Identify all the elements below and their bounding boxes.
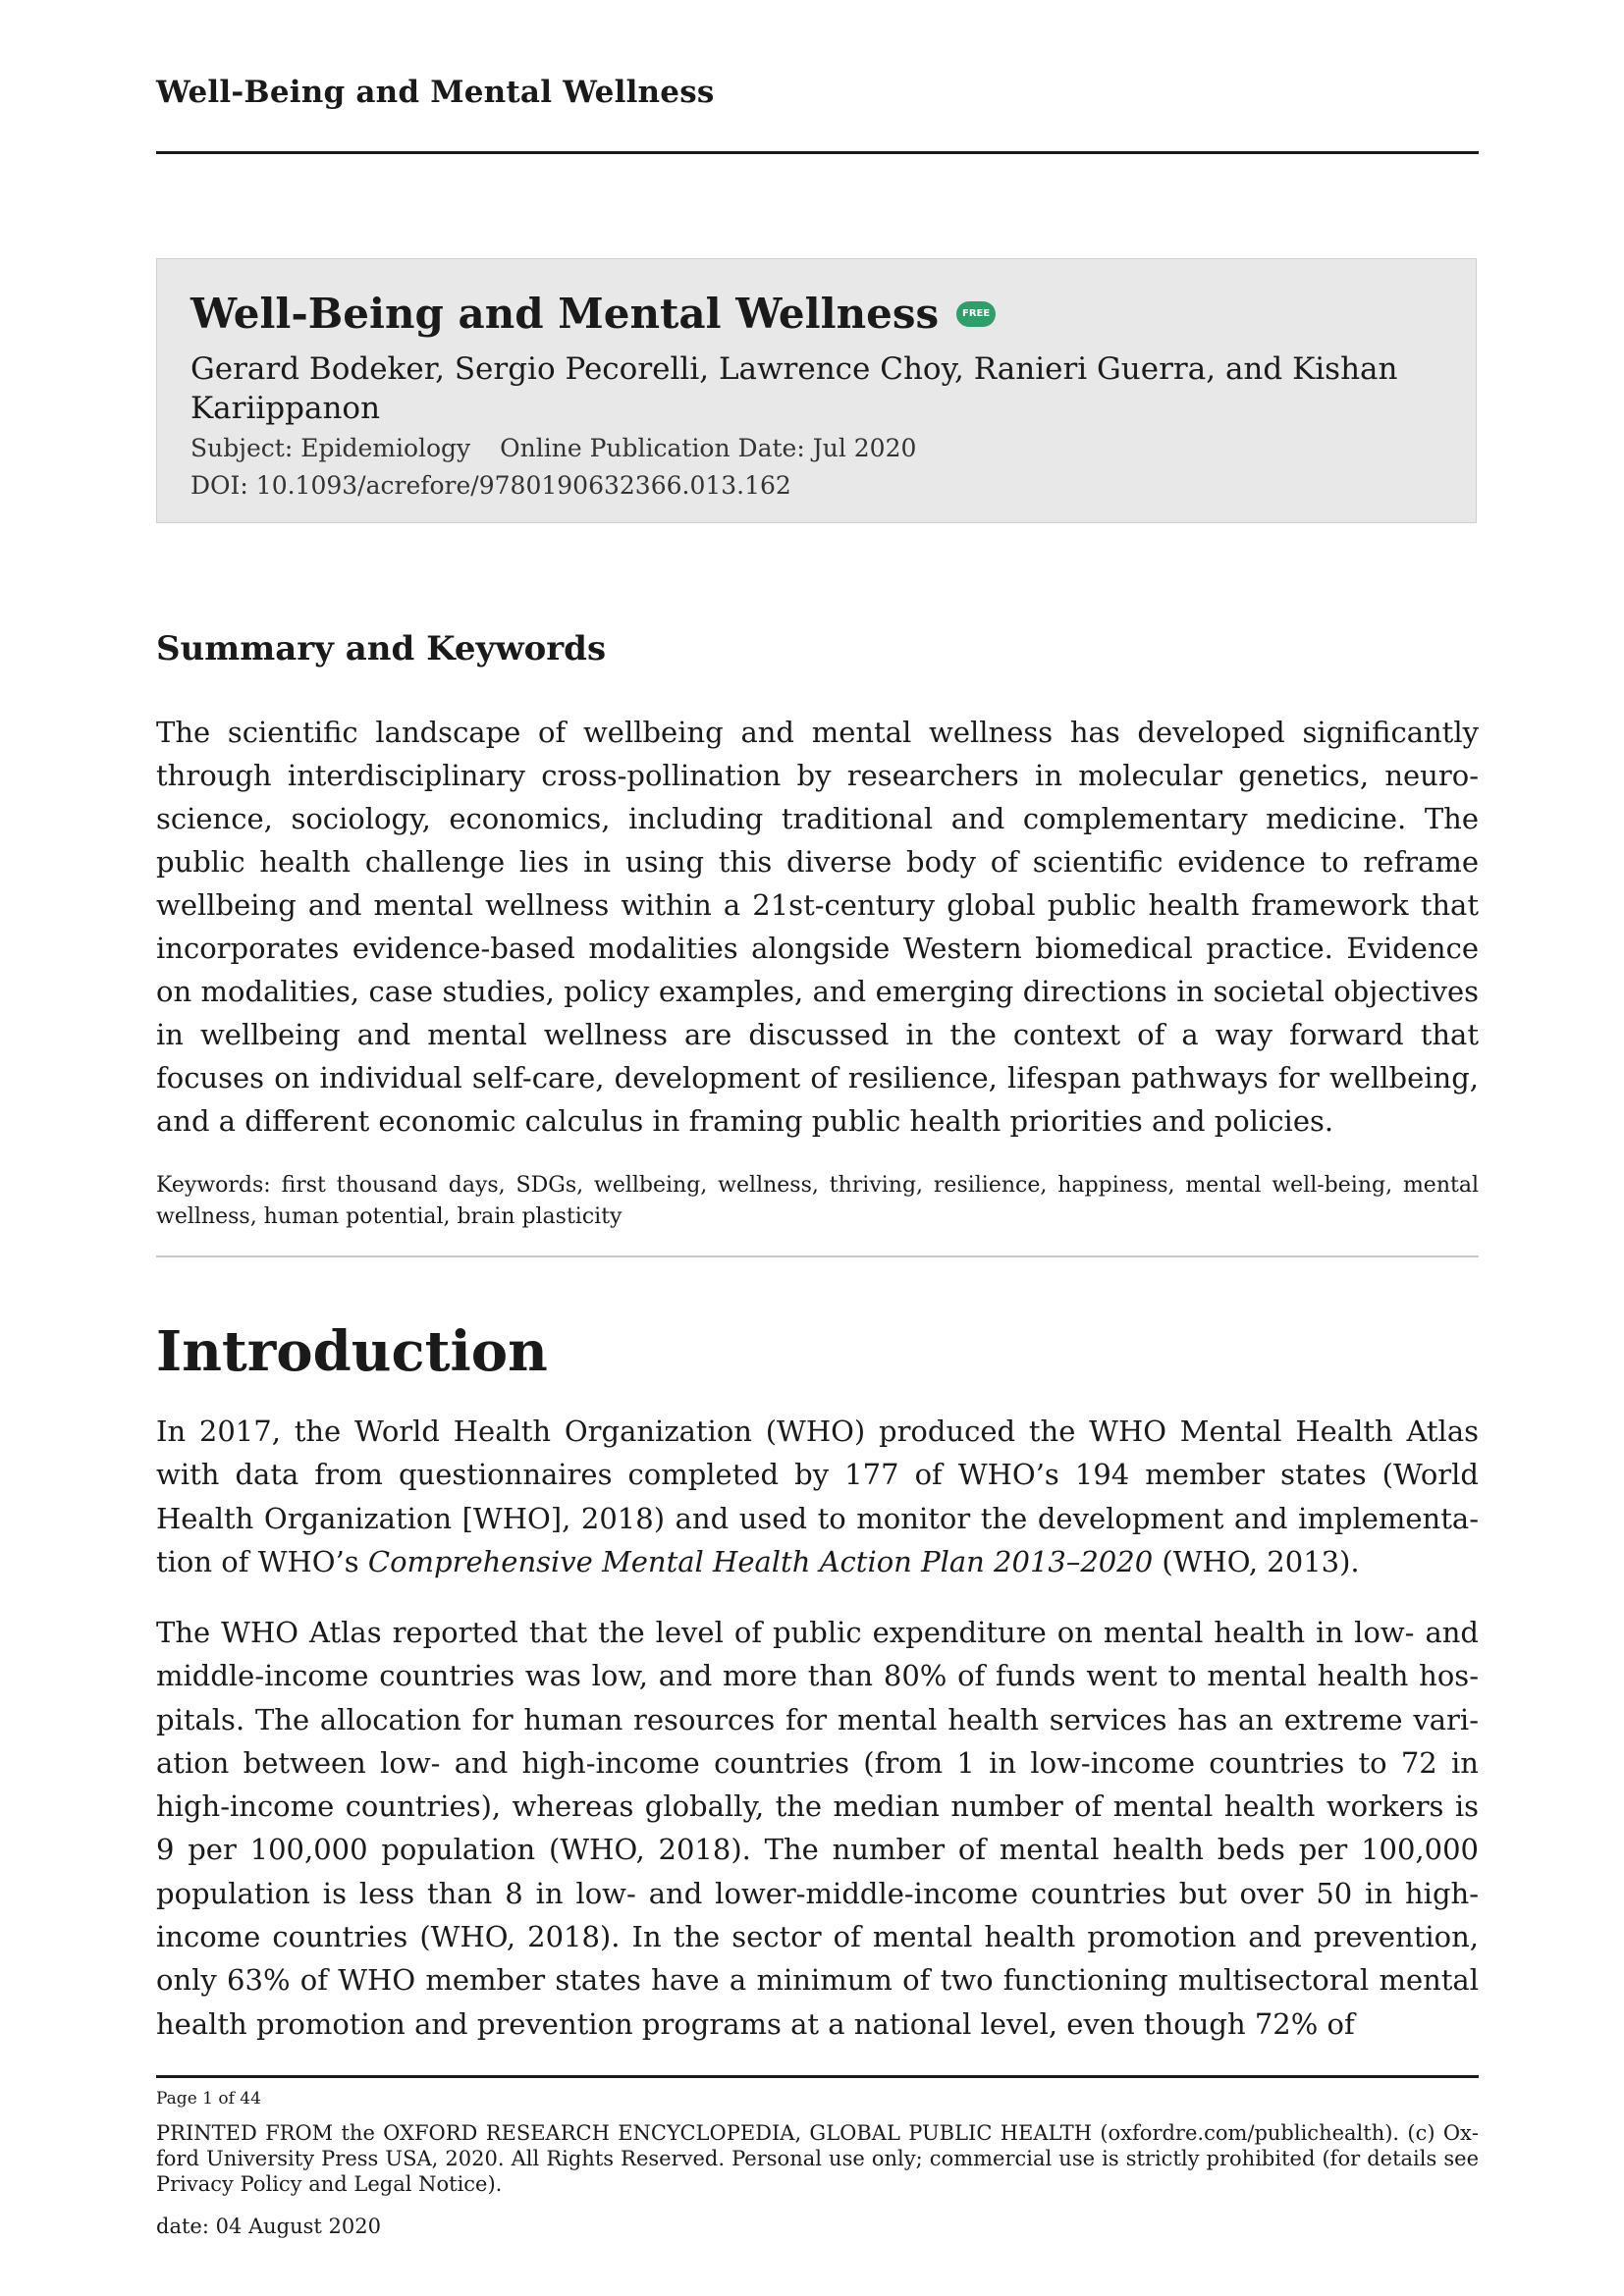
keywords <box>156 1170 1479 1233</box>
keywords-label: Keywords: <box>156 1173 271 1198</box>
intro-paragraph-1-text-b: (WHO, 2013). <box>1153 1544 1360 1578</box>
doi-line <box>190 469 1442 503</box>
doi-value: 10.1093/acrefore/9780190632366.013.162 <box>255 471 791 500</box>
printed-from-notice: PRINTED FROM the OXFORD RESEARCH ENCYCLOPEDIA, GLOBAL PUBLIC HEALTH (oxfordre.com/publichealth). (c) Oxford University Press USA, 2020. All Rights Reserved. Personal use only; commercial use is strictly prohibited (for details see Privacy Policy and Legal Notice). <box>156 2121 1479 2196</box>
header-rule <box>156 151 1479 154</box>
free-badge-icon: FREE <box>956 301 996 327</box>
intro-paragraph-1 <box>156 1410 1479 1583</box>
keywords-list: first thousand days, SDGs, wellbeing, wellness, thriving, resilience, happiness, mental well-being, mental wellness, human potential, brain plasticity <box>156 1173 1479 1229</box>
article-title-row <box>190 287 1442 342</box>
doi-label: DOI: <box>190 471 248 500</box>
summary-text: The scientific landscape of wellbeing and mental wellness has developed significantly through interdisciplinary cross-pollination by researchers in molecular genetics, neuroscience, sociology, economics, including traditional and complementary medicine. The public health challenge lies in using this diverse body of scientific evidence to reframe wellbeing and mental wellness within a 21st-century global public health framework that incorporates evidence-based modalities alongside Western biomedical practice. Evidence on modalities, case studies, policy examples, and emerging directions in societal objectives in wellbeing and mental wellness are discussed in the context of a way forward that focuses on individual self-care, development of resilience, lifespan pathways for wellbeing, and a different economic calculus in framing public health priorities and policies. <box>156 716 1479 1138</box>
running-head: Well-Being and Mental Wellness <box>156 75 715 110</box>
action-plan-title: Comprehensive Mental Health Action Plan 2013–2020 <box>367 1544 1154 1578</box>
subject-label: Subject: <box>190 434 294 462</box>
authors: Gerard Bodeker, Sergio Pecorelli, Lawrence Choy, Ranieri Guerra, and Kishan Kariippanon <box>190 351 1398 426</box>
keywords-divider <box>156 1255 1479 1257</box>
summary-heading: Summary and Keywords <box>156 629 607 668</box>
footer-rule <box>156 2075 1479 2078</box>
intro-paragraph-2: The WHO Atlas reported that the level of public expenditure on mental health in low- and middle-income countries was low, and more than 80% of funds went to mental health hospitals. The allocation for human resources for mental health services has an extreme variation between low- and high-income countries (from 1 in low-income countries to 72 in high-income countries), whereas globally, the median number of mental health workers is 9 per 100,000 population (WHO, 2018). The number of mental health beds per 100,000 population is less than 8 in low- and lower-middle-income countries but over 50 in high-income countries (WHO, 2018). In the sector of mental health promotion and prevention, only 63% of WHO member states have a minimum of two functioning multisectoral mental health promotion and prevention programs at a national level, even though 72% of <box>156 1616 1479 2041</box>
print-date: date: 04 August 2020 <box>156 2215 381 2238</box>
pub-date-value: Jul 2020 <box>812 434 917 462</box>
intro-paragraph-1-text-a: In 2017, the World Health Organization (WHO) produced the WHO Mental Health Atlas with data from questionnaires completed by 177 of WHO’s 194 member states (World Health Organization [WHO], 2018) and used to monitor the development and implementation of WHO’s <box>156 1415 1479 1578</box>
subject-line <box>190 432 1442 465</box>
page-number: Page 1 of 44 <box>156 2089 261 2109</box>
subject-value: Epidemiology <box>300 434 471 462</box>
introduction-heading: Introduction <box>156 1319 548 1384</box>
pub-date-label: Online Publication Date: <box>500 434 805 462</box>
article-title: Well-Being and Mental Wellness <box>190 290 940 338</box>
article-info-box <box>156 258 1477 523</box>
